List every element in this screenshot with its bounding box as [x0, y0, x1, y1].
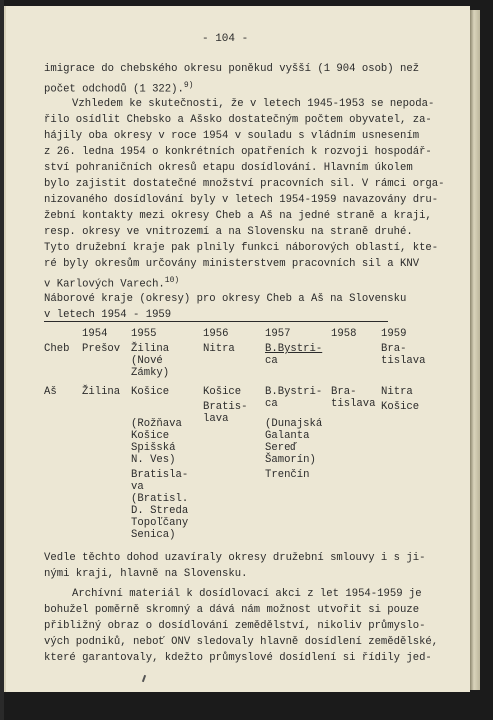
- as-1958-a: Bra-: [331, 386, 357, 398]
- cheb-1957-b: ca: [265, 355, 278, 367]
- footnote-ref-9: 9): [183, 81, 194, 90]
- sub-1955-b-3: (Bratisl.: [131, 493, 189, 505]
- table-title: Náborové kraje (okresy) pro okresy Cheb a Aš na Slovensku: [44, 293, 407, 305]
- year-1959: 1959: [381, 328, 407, 340]
- sub-1957-a-4: Šamorín): [265, 454, 316, 466]
- cheb-1954: Prešov: [82, 343, 121, 355]
- after-line-2: nými kraji, hlavně na Slovensku.: [44, 568, 248, 580]
- main-line-2: řilo osídlit Chebsko a Ašsko dostatečným počtem obyvatel, za-: [44, 114, 432, 126]
- as-1957-a: B.Bystri-: [265, 386, 323, 398]
- last-line-4: vých podniků, neboť ONV sledovaly hlavně dosídlení zemědělské,: [44, 636, 439, 648]
- sub-1955-a-2: Košice: [131, 430, 170, 442]
- main-line-7: nizovaného dosídlování byly v letech 1954-1959 navazovány dru-: [44, 194, 439, 206]
- year-1958: 1958: [331, 328, 357, 340]
- main-line-10: Tyto družební kraje pak plnily funkci náborových oblastí, kte-: [44, 242, 439, 254]
- as-1955: Košice: [131, 386, 170, 398]
- main-line-8: žební kontakty mezi okresy Cheb a Aš na jedné straně a kraji,: [44, 210, 432, 222]
- row-label-cheb: Cheb: [44, 343, 70, 355]
- cheb-1956: Nitra: [203, 343, 235, 355]
- sub-1957-a-3: Sereď: [265, 442, 297, 454]
- year-1955: 1955: [131, 328, 157, 340]
- as-1957-b: ca: [265, 398, 278, 410]
- sub-1955-b-5: Topoľčany: [131, 517, 189, 529]
- year-1957: 1957: [265, 328, 291, 340]
- sub-1957-a-2: Galanta: [265, 430, 310, 442]
- sub-1955-b-6: Senica): [131, 529, 176, 541]
- main-line-11: ré byly okresům určovány ministerstvem pracovních sil a KNV: [44, 258, 420, 270]
- main-line-1: Vzhledem ke skutečnosti, že v letech 1945-1953 se nepoda-: [72, 98, 435, 110]
- after-line-1: Vedle těchto dohod uzavíraly okresy družební smlouvy i s ji-: [44, 552, 426, 564]
- intro-line-1: imigrace do chebského okresu poněkud vyšší (1 904 osob) než: [44, 63, 420, 75]
- sub-1955-a-3: Spišská: [131, 442, 176, 454]
- sub-1955-b-1: Bratisla-: [131, 469, 189, 481]
- cheb-1959-a: Bra-: [381, 343, 407, 355]
- year-1956: 1956: [203, 328, 229, 340]
- cheb-1955-a: Žilina: [131, 343, 170, 355]
- sub-1955-a-1: (Rožňava: [131, 418, 182, 430]
- as-1959-a: Nitra: [381, 386, 413, 398]
- table-title-underline: [44, 321, 388, 322]
- last-line-1: Archívní materiál k dosídlovací akci z let 1954-1959 je: [72, 588, 422, 600]
- main-line-9: resp. okresy ve vnitrozemí a na Slovensku na straně druhé.: [44, 226, 413, 238]
- sub-1957-a-1: (Dunajská: [265, 418, 323, 430]
- cheb-1955-b: (Nové: [131, 355, 163, 367]
- main-line-6: bylo zajistit dostatečné množství pracovních sil. V rámci orga-: [44, 178, 445, 190]
- main-line-3: hájily oba okresy v roce 1954 v souladu s vládním usnesením: [44, 130, 420, 142]
- as-1956-b: Bratis-: [203, 401, 248, 413]
- as-1958-b: tislava: [331, 398, 376, 410]
- sub-1957-b: Trenčín: [265, 469, 310, 481]
- main-line-5: ství pohraničních okresů etapu dosídlování. Hlavním úkolem: [44, 162, 413, 174]
- sub-1955-a-4: N. Ves): [131, 454, 176, 466]
- page-number: - 104 -: [202, 33, 249, 45]
- table-title-years: v letech 1954 - 1959: [44, 309, 172, 321]
- cheb-1957-a: B.Bystri-: [265, 343, 323, 355]
- cheb-1955-c: Zámky): [131, 367, 170, 379]
- footnote-ref-10: 10): [164, 276, 180, 285]
- sub-1955-b-2: va: [131, 481, 144, 493]
- year-1954: 1954: [82, 328, 108, 340]
- main-line-12: v Karlových Varech.$^{10)}$: [44, 276, 180, 291]
- as-1956-a: Košice: [203, 386, 242, 398]
- intro-line-2: počet odchodů (1 322).$^{9)}$: [44, 81, 194, 96]
- last-line-5: které garantovaly, kdežto průmyslové dosídlení si řídily jed-: [44, 652, 432, 664]
- last-line-3: přibližný obraz o dosídlování zemědělství, nikoliv průmyslo-: [44, 620, 426, 632]
- sub-1955-b-4: D. Streda: [131, 505, 189, 517]
- as-1959-b: Košice: [381, 401, 420, 413]
- cheb-1959-b: tislava: [381, 355, 426, 367]
- as-1956-c: lava: [203, 413, 229, 425]
- last-line-2: bohužel poměrně skromný a dává nám možnost utvořit si pouze: [44, 604, 420, 616]
- page-edge: [470, 10, 480, 690]
- main-line-4: z 26. ledna 1954 o konkrétních opatřeních k rozvoji hospodář-: [44, 146, 432, 158]
- as-1954: Žilina: [82, 386, 121, 398]
- row-label-as: Aš: [44, 386, 57, 398]
